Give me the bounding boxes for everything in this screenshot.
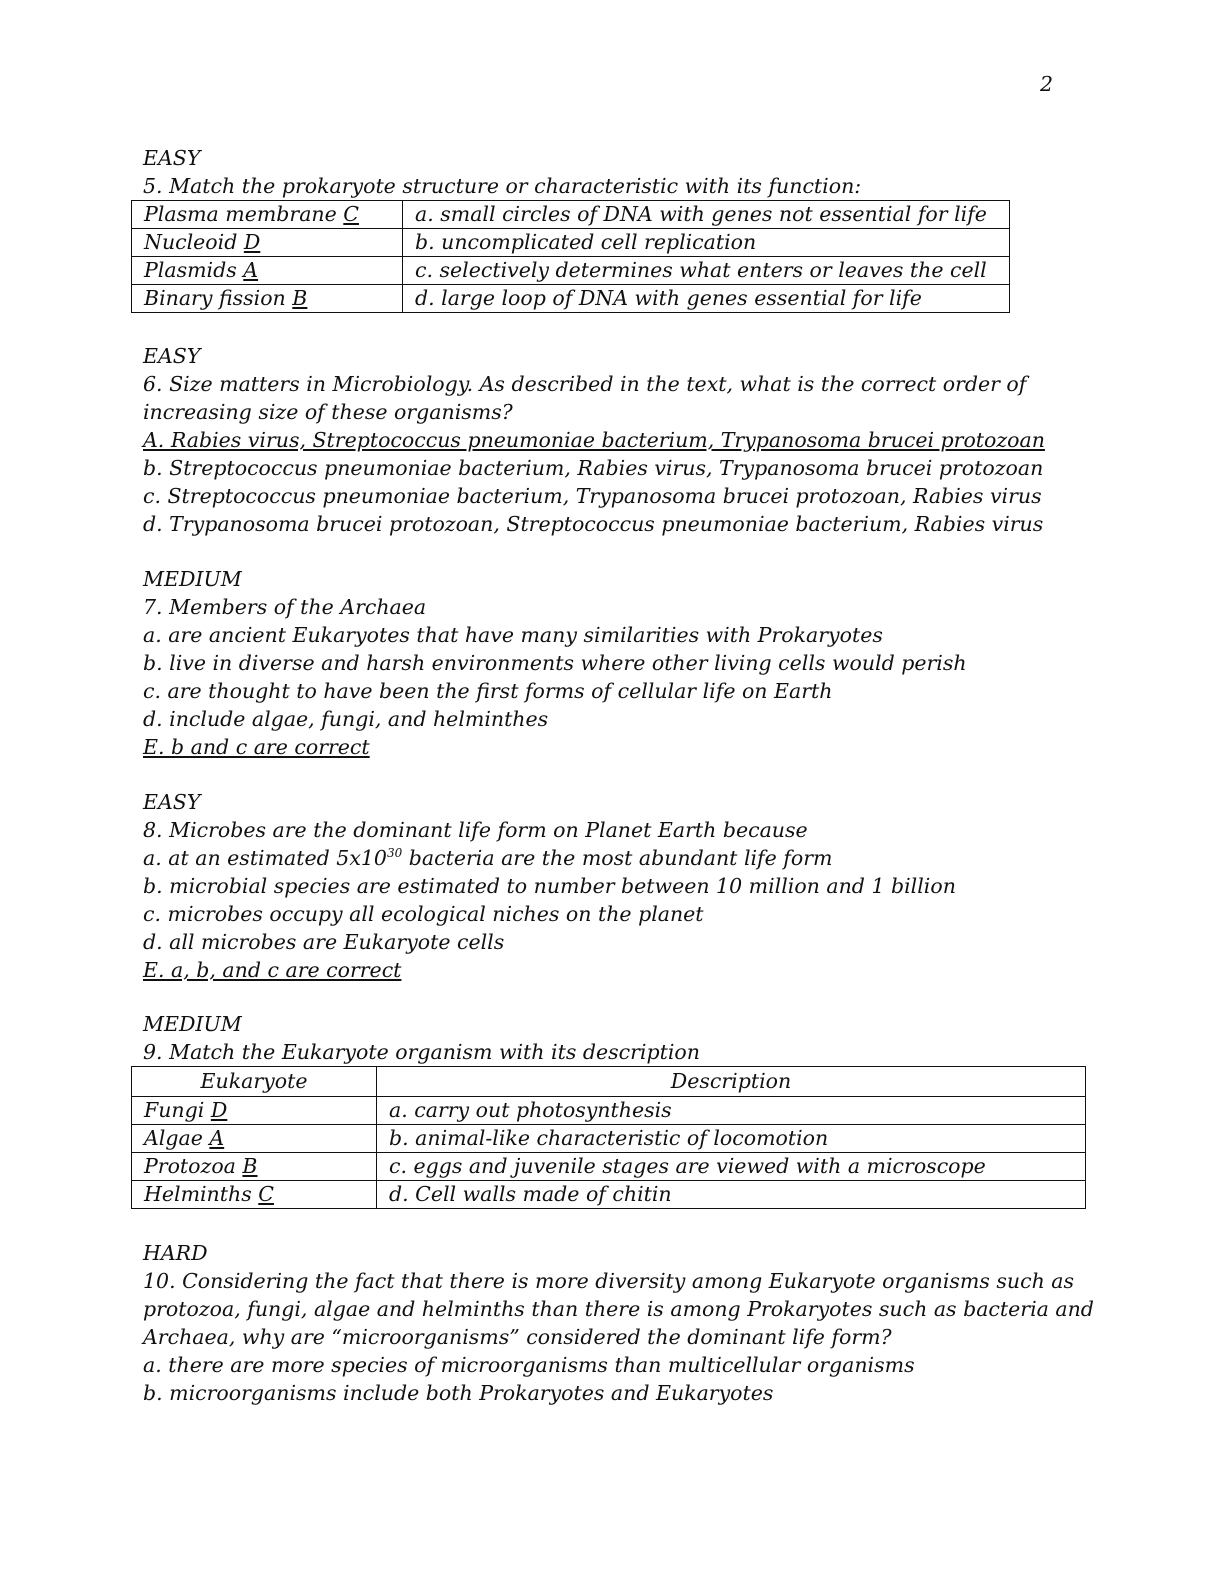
term: Plasma membrane: [144, 202, 337, 226]
question-7: [143, 565, 1103, 761]
answer: C: [343, 202, 359, 226]
question-text: 5. Match the prokaryote structure or characteristic with its function:: [143, 174, 862, 198]
term-cell: [132, 1097, 377, 1125]
term: Fungi: [144, 1098, 205, 1122]
question-text: 10. Considering the fact that there is more diversity among Eukaryote organisms such as: [143, 1269, 1075, 1293]
answer-option: b. Streptococcus pneumoniae bacterium, Rabies virus, Trypanosoma brucei protozoan: [143, 456, 1044, 480]
answer-option: c. microbes occupy all ecological niches on the planet: [143, 902, 704, 926]
description-cell: b. uncomplicated cell replication: [403, 229, 1010, 257]
difficulty-label: HARD: [143, 1241, 208, 1265]
answer-option: d. all microbes are Eukaryote cells: [143, 930, 505, 954]
answer: B: [242, 1154, 258, 1178]
term-cell: [132, 1181, 377, 1209]
table-row: [132, 201, 1010, 229]
question-text: increasing size of these organisms?: [143, 400, 513, 424]
answer: C: [258, 1182, 274, 1206]
question-text: 6. Size matters in Microbiology. As described in the text, what is the correct order of: [143, 372, 1027, 396]
answer: D: [210, 1098, 228, 1122]
table-header-row: [132, 1067, 1086, 1097]
term-cell: [132, 1153, 377, 1181]
answer-option: d. include algae, fungi, and helminthes: [143, 707, 549, 731]
page-number: 2: [1040, 72, 1054, 96]
option-text: bacteria are the most abundant life form: [402, 846, 833, 870]
term: Algae: [144, 1126, 203, 1150]
answer-option-correct: A. Rabies virus, Streptococcus pneumoniae bacterium, Trypanosoma brucei protozoan: [143, 428, 1045, 452]
exponent: 30: [386, 846, 403, 860]
term-cell: [132, 257, 403, 285]
term-cell: [132, 285, 403, 313]
difficulty-label: MEDIUM: [143, 567, 242, 591]
column-header: Description: [377, 1067, 1086, 1097]
answer-option: [143, 844, 1103, 872]
question-5: [143, 144, 1103, 313]
answer-option: a. are ancient Eukaryotes that have many similarities with Prokaryotes: [143, 623, 883, 647]
description-cell: a. carry out photosynthesis: [377, 1097, 1086, 1125]
difficulty-label: EASY: [143, 146, 201, 170]
question-8: [143, 788, 1103, 984]
answer: A: [243, 258, 259, 282]
answer-text: E. a, b, and c are correct: [143, 958, 402, 982]
question-text: Archaea, why are “microorganisms” considered the dominant life form?: [143, 1325, 892, 1349]
question-text: 9. Match the Eukaryote organism with its description: [143, 1040, 700, 1064]
answer-option: b. microorganisms include both Prokaryotes and Eukaryotes: [143, 1381, 774, 1405]
table-row: [132, 1097, 1086, 1125]
table-row: [132, 229, 1010, 257]
table-row: [132, 1181, 1086, 1209]
term: Protozoa: [144, 1154, 236, 1178]
answer-option: a. there are more species of microorganisms than multicellular organisms: [143, 1353, 915, 1377]
description-cell: d. Cell walls made of chitin: [377, 1181, 1086, 1209]
answer-option: c. Streptococcus pneumoniae bacterium, Trypanosoma brucei protozoan, Rabies virus: [143, 484, 1042, 508]
table-row: [132, 1153, 1086, 1181]
question-text: protozoa, fungi, algae and helminths than there is among Prokaryotes such as bacteria and: [143, 1297, 1094, 1321]
term: Binary fission: [144, 286, 286, 310]
term: Plasmids: [144, 258, 237, 282]
answer: B: [292, 286, 308, 310]
answer-option: b. live in diverse and harsh environments where other living cells would perish: [143, 651, 967, 675]
difficulty-label: EASY: [143, 344, 201, 368]
difficulty-label: MEDIUM: [143, 1012, 242, 1036]
matching-table: [131, 200, 1010, 313]
term-cell: [132, 229, 403, 257]
answer-option-correct: [143, 733, 1103, 761]
column-header: Eukaryote: [132, 1067, 377, 1097]
answer-text: E. b and c are correct: [143, 735, 370, 759]
table-row: [132, 1125, 1086, 1153]
table-row: [132, 285, 1010, 313]
description-cell: a. small circles of DNA with genes not essential for life: [403, 201, 1010, 229]
answer-option: d. Trypanosoma brucei protozoan, Streptococcus pneumoniae bacterium, Rabies virus: [143, 512, 1044, 536]
question-10: [143, 1239, 1103, 1407]
option-text: a. at an estimated 5x10: [143, 846, 387, 870]
question-text: 7. Members of the Archaea: [143, 595, 427, 619]
table-row: [132, 257, 1010, 285]
description-cell: d. large loop of DNA with genes essential for life: [403, 285, 1010, 313]
term-cell: [132, 201, 403, 229]
answer-option-correct: [143, 956, 1103, 984]
description-cell: c. selectively determines what enters or leaves the cell: [403, 257, 1010, 285]
description-cell: b. animal-like characteristic of locomotion: [377, 1125, 1086, 1153]
term-cell: [132, 1125, 377, 1153]
difficulty-label: EASY: [143, 790, 201, 814]
question-text: 8. Microbes are the dominant life form on Planet Earth because: [143, 818, 808, 842]
question-6: [143, 342, 1103, 538]
answer: A: [209, 1126, 225, 1150]
question-9: [143, 1010, 1103, 1209]
answer: D: [243, 230, 261, 254]
answer-option: b. microbial species are estimated to number between 10 million and 1 billion: [143, 874, 956, 898]
matching-table: [131, 1066, 1086, 1209]
description-cell: c. eggs and juvenile stages are viewed with a microscope: [377, 1153, 1086, 1181]
term: Helminths: [144, 1182, 252, 1206]
answer-option: c. are thought to have been the first forms of cellular life on Earth: [143, 679, 833, 703]
term: Nucleoid: [144, 230, 238, 254]
